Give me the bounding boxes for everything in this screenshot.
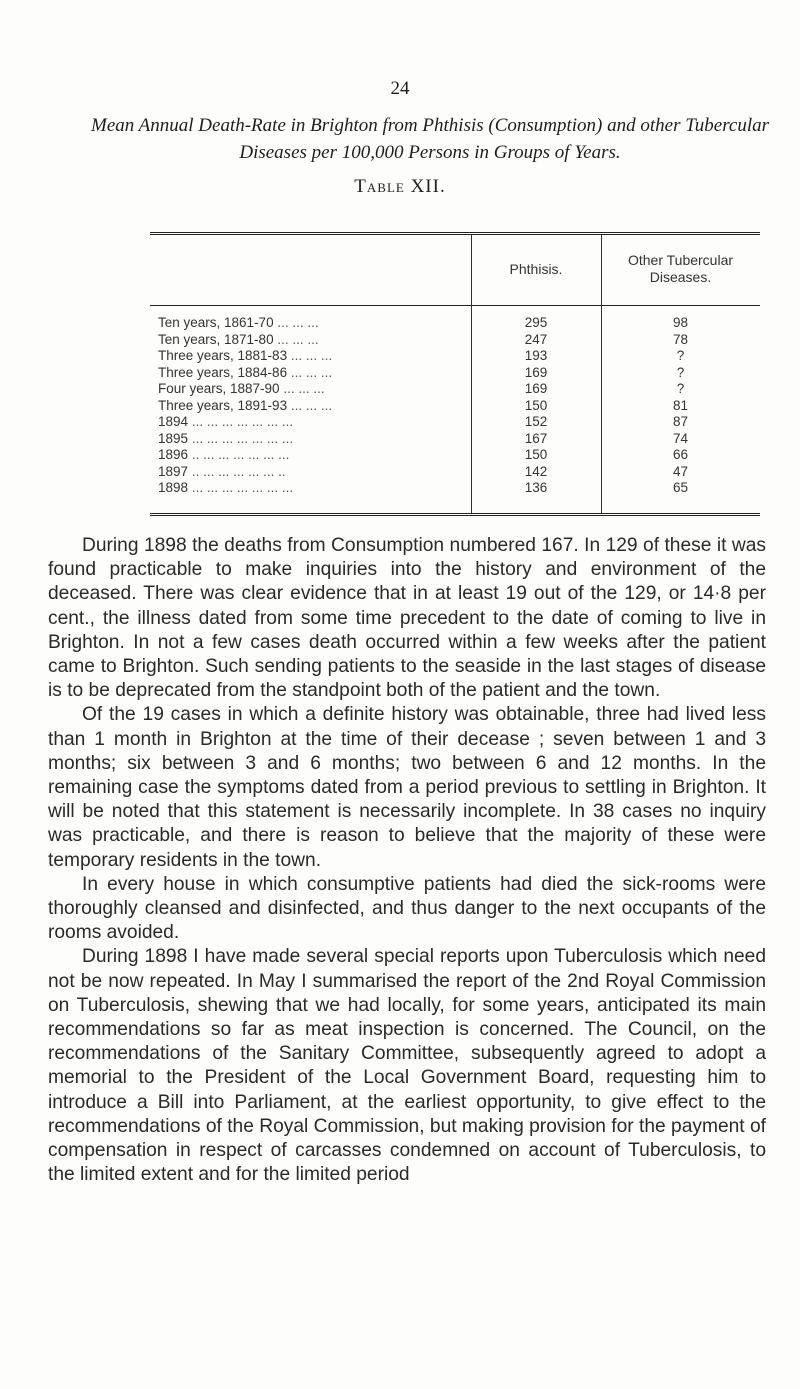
phthisis-value: 247 [524,331,548,347]
table-row [150,464,760,481]
leader-dots: ... ... ... ... ... ... ... [191,480,294,495]
body-text [48,534,766,1187]
death-rate-table [150,232,760,516]
page-heading: Mean Annual Death-Rate in Brighton from Phthisis (Consumption) and other Tubercular Diseases per 100,000 Persons in Groups of Years. [91,115,769,163]
row-label: 1894 [158,414,189,429]
other-tubercular-value: 65 [672,480,689,495]
paragraph: In every house in which consumptive patients had died the sick-rooms were thoroughly cleansed and disinfected, and thus danger to the next occupants of the rooms avoided. [48,873,766,944]
leader-dots: ... ... ... ... ... ... ... [191,414,294,429]
phthisis-value: 167 [524,430,548,446]
other-tubercular-value: 47 [672,463,689,479]
row-label: Four years, 1887-90 [158,381,280,396]
other-tubercular-value: 87 [672,414,689,429]
other-tubercular-value: ? [676,348,685,363]
leader-dots: ... ... ... [277,331,319,347]
other-tubercular-value: 74 [672,430,689,446]
table-row [150,332,760,349]
other-tubercular-value: ? [676,381,685,396]
table-row [150,398,760,415]
table-row [150,480,760,497]
phthisis-value: 152 [524,414,548,429]
table-row [150,414,760,431]
other-tubercular-value: 81 [672,397,689,413]
other-tubercular-value: ? [676,364,685,380]
paragraph: Of the 19 cases in which a definite history was obtainable, three had lived less than 1 month in Brighton at the time of their decease ; seven between 1 and 3 months; six between 3 and 6 months; two between 6 and 12 months. In the remaining case the symptoms dated from a period previous to settling in Brighton. It will be noted that this statement is necessarily incomplete. In 38 cases no inquiry was practicable, and there is reason to believe that the majority of these were temporary residents in the town. [48,704,766,871]
row-label: 1895 [158,430,189,446]
table-row [150,431,760,448]
leader-dots: ... ... ... [290,348,333,363]
phthisis-value: 169 [524,364,548,380]
phthisis-value: 193 [524,348,548,363]
phthisis-value: 150 [524,397,548,413]
row-label: Ten years, 1871-80 [158,331,274,347]
row-label: Three years, 1884-86 [158,364,288,380]
paragraph: During 1898 the deaths from Consumption numbered 167. In 129 of these it was found practicable to make inquiries into the history and environment of the deceased. There was clear evidence that in at least 19 out of the 129, or 14·8 per cent., the illness dated from some time precedent to the date of coming to live in Brighton. In not a few cases death occurred within a few weeks after the patient came to Brighton. Such sending patients to the seaside in the last stages of disease is to be deprecated from the standpoint both of the patient and the town. [48,535,766,702]
row-label: 1897 [158,463,189,479]
paragraph: During 1898 I have made several special reports upon Tuberculosis which need not be now repeated. In May I summarised the report of the 2nd Royal Commission on Tuberculosis, shewing that we had locally, for some years, anticipated its main recommendations so far as meat inspection is concerned. The Council, on the recommendations of the Sanitary Committee, subsequently agreed to adopt a memorial to the President of the Local Government Board, requesting him to introduce a Bill into Parliament, at the earliest opportunity, to give effect to the recommendations of the Royal Commission, but making provision for the payment of compensation in respect of carcasses condemned on account of Tuberculosis, to the limited extent and for the limited period [48,946,766,1186]
leader-dots: ... ... ... ... ... ... ... [191,430,294,446]
page-number: 24 [390,78,410,99]
phthisis-value: 142 [524,463,548,479]
other-tubercular-value: 78 [672,331,689,347]
leader-dots: ... ... ... [283,381,325,396]
table-body [150,315,760,497]
row-label: Three years, 1881-83 [158,348,288,363]
row-label: 1898 [158,480,189,495]
leader-dots: .. ... ... ... ... ... ... [191,447,290,462]
leader-dots: .. ... ... ... ... ... .. [191,463,286,479]
table-row [150,348,760,365]
phthisis-value: 150 [524,447,548,462]
other-tubercular-value: 66 [672,447,689,462]
phthisis-value: 295 [524,315,548,330]
table-row [150,315,760,332]
other-tubercular-value: 98 [672,315,689,330]
table-title: Table XII. [354,176,446,197]
column-header-other-tubercular: Other Tubercular Diseases. [627,252,734,285]
row-label: Three years, 1891-93 [158,397,288,413]
table-row [150,447,760,464]
leader-dots: ... ... ... [277,315,319,330]
phthisis-value: 169 [524,381,548,396]
row-label: Ten years, 1861-70 [158,315,274,330]
leader-dots: ... ... ... [290,397,333,413]
table-header [150,235,760,306]
table-row [150,381,760,398]
leader-dots: ... ... ... [290,364,333,380]
column-header-phthisis: Phthisis. [509,261,563,277]
phthisis-value: 136 [524,480,548,495]
row-label: 1896 [158,447,189,462]
table-row [150,365,760,382]
